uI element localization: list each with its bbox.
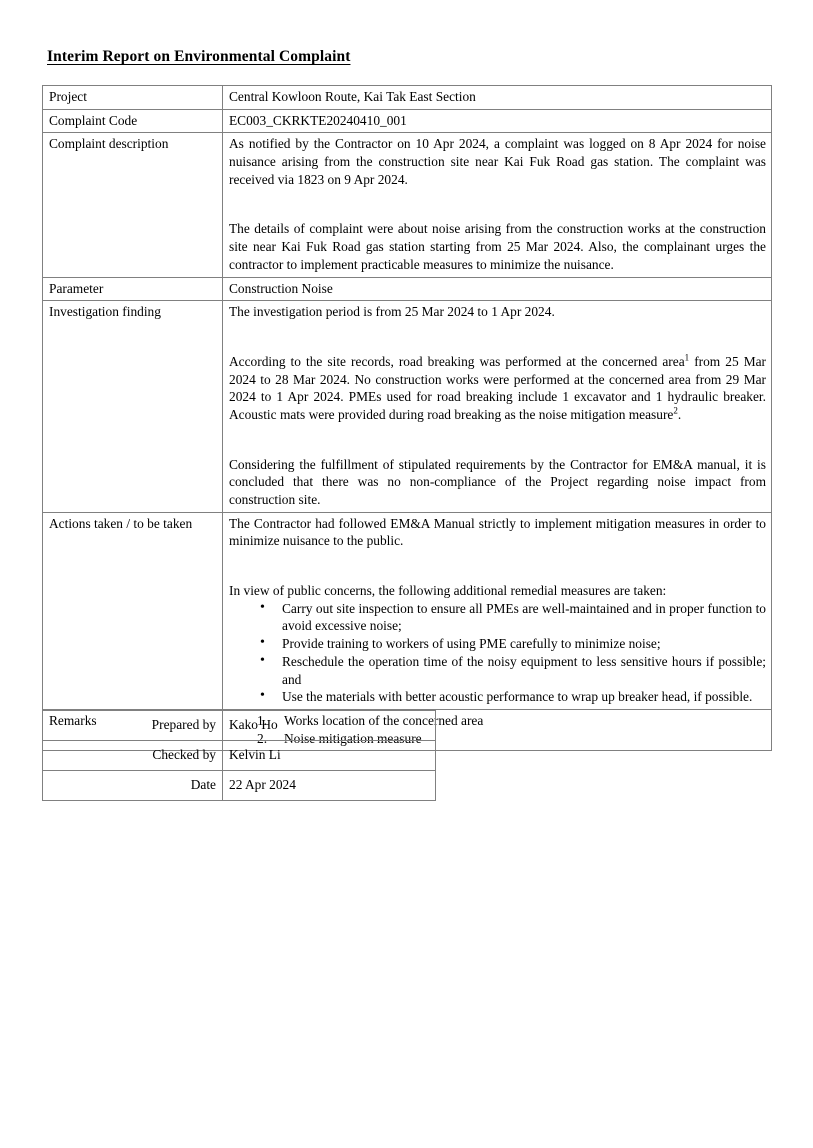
table-row-complaint-code	[43, 109, 772, 133]
row-label-investigation-finding: Investigation finding	[43, 301, 223, 513]
investigation-paragraph-2-part-3: .	[677, 406, 682, 422]
list-item: Noise mitigation measure	[284, 730, 422, 746]
investigation-paragraph-2	[229, 353, 766, 424]
row-value-complaint-code: EC003_CKRKTE20240410_001	[223, 109, 772, 133]
table-row-complaint-description	[43, 133, 772, 277]
row-label-project: Project	[43, 86, 223, 110]
investigation-paragraph-1: The investigation period is from 25 Mar 2024 to 1 Apr 2024.	[229, 304, 555, 320]
list-item: Works location of the concerned area	[284, 712, 484, 728]
paragraph-spacer	[229, 188, 766, 220]
row-label-checked-by: Checked by	[43, 741, 223, 771]
investigation-paragraph-2-part-1: According to the site records, road breaking was performed at the concerned area	[229, 353, 685, 369]
list-item: • Provide training to workers of using PME carefully to minimize noise;	[229, 635, 766, 653]
actions-paragraph-1: The Contractor had followed EM&A Manual strictly to implement mitigation measures in order to minimize nuisance to the public.	[229, 515, 766, 549]
complaint-description-paragraph-2: The details of complaint were about noise arising from the construction works at the construction site near Kai Fuk Road gas station starting from 25 Mar 2024. Also, the complainant urges the contractor to implement practicable measures to minimize the nuisance.	[229, 221, 766, 272]
table-row-prepared-by	[43, 711, 436, 741]
table-row-project	[43, 86, 772, 110]
actions-bullet-list	[229, 600, 766, 706]
row-label-remarks: Remarks	[43, 709, 223, 750]
complaint-details-table	[42, 85, 772, 751]
row-value-prepared-by: Kako Ho	[223, 711, 436, 741]
paragraph-spacer	[229, 550, 766, 582]
paragraph-spacer	[229, 424, 766, 456]
row-value-parameter: Construction Noise	[223, 277, 772, 301]
row-label-complaint-code: Complaint Code	[43, 109, 223, 133]
signature-table	[42, 710, 436, 801]
list-item: • Carry out site inspection to ensure all PMEs are well-maintained and in proper function to avoid excessive noise;	[229, 600, 766, 635]
row-label-complaint-description: Complaint description	[43, 133, 223, 277]
page-title: Interim Report on Environmental Complaint	[47, 48, 351, 65]
row-value-checked-by: Kelvin Li	[223, 741, 436, 771]
list-item: • Reschedule the operation time of the noisy equipment to less sensitive hours if possible; and	[229, 653, 766, 688]
paragraph-spacer	[229, 321, 766, 353]
table-row-actions-taken	[43, 512, 772, 709]
row-value-investigation-finding	[223, 301, 772, 513]
row-value-actions-taken	[223, 512, 772, 709]
row-label-date: Date	[43, 771, 223, 801]
table-row-checked-by	[43, 741, 436, 771]
table-row-investigation-finding	[43, 301, 772, 513]
row-label-parameter: Parameter	[43, 277, 223, 301]
investigation-paragraph-3: Considering the fulfillment of stipulated requirements by the Contractor for EM&A manual, it is concluded that there was no non-compliance of the Project regarding noise impact from construction site.	[229, 456, 766, 507]
footnote-marker-2: 2	[673, 405, 678, 416]
footnote-marker-1: 1	[684, 352, 690, 363]
table-row-parameter	[43, 277, 772, 301]
table-row-date	[43, 771, 436, 801]
complaint-description-paragraph-1: As notified by the Contractor on 10 Apr 2024, a complaint was logged on 8 Apr 2024 for noise nuisance arising from the construction site near Kai Fuk Road gas station. The complaint was received via 1823 on 9 Apr 2024.	[229, 136, 766, 187]
row-label-prepared-by: Prepared by	[43, 711, 223, 741]
actions-paragraph-2: In view of public concerns, the following additional remedial measures are taken:	[229, 583, 667, 599]
row-value-project: Central Kowloon Route, Kai Tak East Section	[223, 86, 772, 110]
row-label-actions-taken: Actions taken / to be taken	[43, 512, 223, 709]
list-item: • Use the materials with better acoustic performance to wrap up breaker head, if possible.	[229, 688, 766, 706]
row-value-date: 22 Apr 2024	[223, 771, 436, 801]
investigation-paragraph-2-part-2: from 25 Mar 2024 to 28 Mar 2024. No construction works were performed at the concerned area from 29 Mar 2024 to 1 Apr 2024. PMEs used for road breaking include 1 excavator and 1 hydraulic breaker. Acoustic mats were provided during road breaking as the noise mitigation measure	[229, 353, 766, 422]
row-value-complaint-description	[223, 133, 772, 277]
